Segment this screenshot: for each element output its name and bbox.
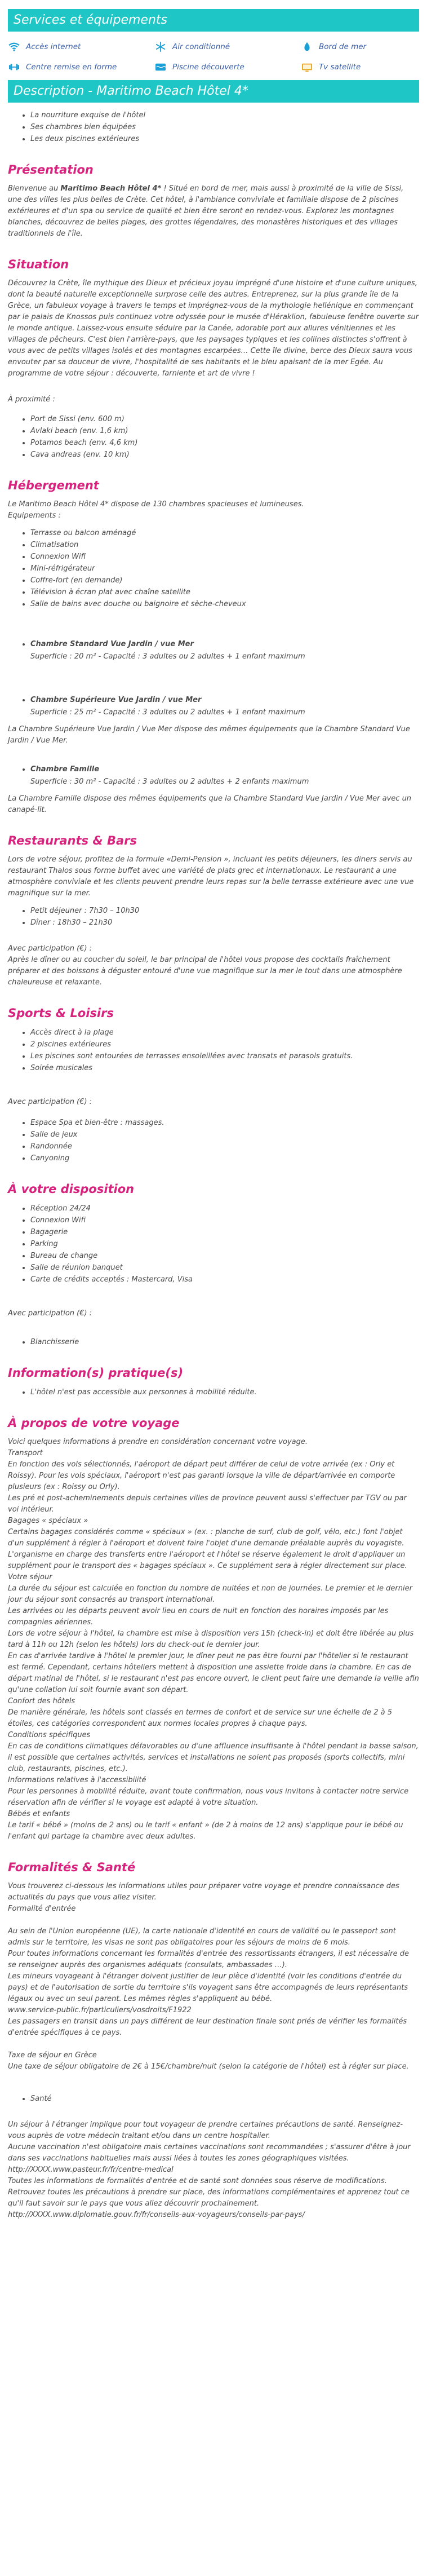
spacer [8,385,419,394]
spacer [8,1915,419,1926]
list-item: • Bureau de change [30,1250,419,1262]
list-item: • 2 piscines extérieures [30,1039,419,1050]
amenity-aircon [154,42,301,52]
situation-text: Découvrez la Crète, île mythique des Dieux et précieux joyau imprégné d'une histoire et d'une culture uniques, dont la beauté naturelle exceptionnelle surprose celle des autres. Entreprenez, sur la plus grande île de la Grèce, un fabuleux voyage à travers le temps et imprégnez-vous de la mythologie hellénique en commençant par le palais de Knossos puis continuez votre odyssée pour le musée d'Héraklion, fabuleuse fenêtre ouverte sur le monde antique. Laissez-vous ensuite séduire par la Canée, adorable port aux allures vénitiennes et les villages de pêcheurs. C'est bien l'arrière-pays, que les paysages typiques et les collines distinctes s'offrent à vous avec de petits villages isolés et des montagnes escarpées… Cette île divine, berce des Dieux saura vous envouter par sa douceur de vivre, l'hospitalité de ses habitants et le bleu apaisant de la mer Egée. Au programme de votre séjour : découverte, farniente et art de vivre ! [8,279,419,378]
description-highlights [8,109,419,145]
disposition-heading: À votre disposition [8,1182,135,1196]
voyage-heading: À propos de votre voyage [8,1416,180,1430]
spacer [8,2073,419,2089]
list-item: • Terrasse ou balcon aménagé [30,527,419,539]
list-item: • Connexion Wifi [30,1214,419,1226]
info-line: Lors de votre séjour à l'hôtel, la chambre est mise à disposition vers 15h (check-in) et doit être libérée au plus tard à 11h ou 12h (selon les hôtels) lors du check-out le dernier jour. [8,1629,414,1649]
water-drop-icon [301,42,313,52]
list-item: • Les deux piscines extérieures [30,133,419,145]
tv-icon [301,62,313,72]
pratiques-heading: Information(s) pratique(s) [8,1366,184,1380]
info-line: Toutes les informations de formalités d'entrée et de santé sont données sous réserve de modifications. [8,2177,387,2185]
proximity-label: À proximité : [8,395,55,404]
info-line: Certains bagages considérés comme « spéciaux » (ex. : planche de surf, club de golf, vélo, etc.) font l'objet d'un supplément à régler à l'aéroport et doivent faire l'objet d'une demande préalable auprès du voyagiste. L'organisme en charge des transferts entre l'aéroport et l'hôtel se réserve également le droit d'appliquer un supplément pour le transport des « bagages spéciaux ». Ce supplément sera à régler directement sur place. [8,1528,407,1570]
list-item: • Randonnée [30,1141,419,1152]
list-item: • Télévision à écran plat avec chaîne satellite [30,586,419,598]
list-item: • Port de Sissi (env. 600 m) [30,413,419,425]
list-item: • Salle de bains avec douche ou baignoire et sèche-cheveux [30,598,419,610]
restaurants-text: Lors de votre séjour, profitez de la formule «Demi-Pension », incluant les petits déjeuners, les diners servis au restaurant Thalos sous forme buffet avec une variété de plats grec et internationaux. Le restaurant a une atmosphère conviviale et les clients peuvent prendre leurs repas sur la belle terrasse extérieure avec une vue magnifique sur la mer. [8,855,414,898]
sports-paid-list [8,1117,419,1164]
bar-text: Après le dîner ou au coucher du soleil, le bar principal de l'hôtel vous propose des cocktails fraîchement préparer et des boissons à déguster entouré d'une vue magnifique sur la mer le tout dans une atmosphère chaleureuse et relaxante. [8,956,402,987]
participation-label: Avec participation (€) : [8,1309,92,1318]
text-fragment: Le Maritimo Beach Hôtel 4* dispose de 130 chambres spacieuses et lumineuses. [8,500,304,509]
list-item: • Carte de crédits acceptés : Mastercard, Visa [30,1274,419,1285]
presentation-text [8,183,419,240]
amenity-tv [301,62,419,72]
snowflake-icon [154,42,167,52]
info-line: Les mineurs voyageant à l'étranger doivent justifier de leur pièce d'identité (voir les conditions d'entrée du pays) et de l'autorisation de sortie du territoire s'ils voyagent sans être accompagnés de leurs représentants légaux ou avec un seul parent. Les mêmes règles s'appliquent au bébé. [8,1972,408,2003]
info-line: La durée du séjour est calculée en fonction du nombre de nuitées et non de journées. Le premier et le dernier jour du séjour sont consacrés au transport international. [8,1584,412,1604]
amenity-label: Centre remise en forme [26,63,117,72]
list-item: • Canyoning [30,1152,419,1164]
list-item: • La nourriture exquise de l'hôtel [30,109,419,121]
info-line: Le tarif « bébé » (moins de 2 ans) ou le tarif « enfant » (de 2 à moins de 12 ans) s'applique pour le bébé ou l'enfant qui partage la chambre avec deux adultes. [8,1821,403,1841]
amenity-seaside [301,42,419,52]
info-line: Une taxe de séjour obligatoire de 2€ à 15€/chambre/nuit (selon la catégorie de l'hôtel) est à régler sur place. [8,2062,409,2071]
pool-icon [154,62,167,72]
info-subheading: Taxe de séjour en Grèce [8,2051,97,2060]
info-link[interactable]: http://XXXX.www.diplomatie.gouv.fr/fr/conseils-aux-voyageurs/conseils-par-pays/ [8,2211,305,2219]
info-link[interactable]: www.service-public.fr/particuliers/vosdroits/F1922 [8,2006,192,2014]
info-line: Aucune vaccination n'est obligatoire mais certaines vaccinations sont recommandées ; s'assurer d'être à jour dans ses vaccinations habituelles mais aussi liées à toutes les zones géographiques visitées. [8,2143,411,2163]
spacer [8,934,419,943]
participation-label: Avec participation (€) : [8,944,92,953]
hebergement-intro [8,499,419,510]
list-item: • Ses chambres bien équipées [30,121,419,133]
room-superieure [8,694,419,746]
info-line: De manière générale, les hôtels sont classés en termes de confort et de service sur une échelle de 2 à 5 étoiles, ces catégories correspondent aux normes locales propres à chaque pays. [8,1708,392,1728]
info-link[interactable]: http://XXXX.www.pasteur.fr/fr/centre-medical [8,2166,174,2174]
equipment-label: Equipements : [8,511,61,520]
spacer [8,1291,419,1308]
info-line: En fonction des vols sélectionnés, l'aéroport de départ peut différer de celui de votre arrivée (ex : Orly et Roissy). Pour les vols spéciaux, l'aéroport n'est pas garanti lorsque la ville de départ/arrivée en comporte plusieurs (ex : Roissy ou Orly). [8,1460,395,1491]
list-item: • Santé [30,2093,419,2105]
info-line: Voici quelques informations à prendre en considération concernant votre voyage. [8,1438,308,1446]
info-line: En cas de conditions climatiques défavorables ou d'une affluence insuffisante à l'hôtel pendant la basse saison, il est possible que certaines activités, services et installations ne soient pas proposés (sports collectifs, mini club, restaurants, piscines, etc.). [8,1742,419,1773]
text-fragment: ! Situé en bord de mer, mais aussi à proximité de la ville de Sissi, une des villes les plus belles de Crète. Cet hôtel, à l'ambiance conviviale et familiale dispose de 2 piscines extérieures et d'un spa ou service de qualité et bien être seront en rendez-vous. Explorez les montagnes blanches, découvrez de belles plages, des grottes légendaires, des monastères historiques et des villages traditionnels de l'île. [8,184,404,238]
hotel-page [0,9,427,2232]
info-subheading: Bébés et enfants [8,1810,70,1818]
info-line: Les pré et post-acheminements depuis certaines villes de province peuvent aussi s'effectuer par TGV ou par voi intérieur. [8,1494,407,1514]
formalites-info [8,1881,419,2073]
room-details: Superficie : 30 m² - Capacité : 3 adultes ou 2 adultes + 2 enfants maximum [30,777,309,786]
info-line: Pour toutes informations concernant les formalités d'entrée des ressortissants étrangers, il est nécessaire de se renseigner auprès des organismes adéquats (consulats, ambassades …). [8,1950,410,1969]
list-item: • Dîner : 18h30 – 21h30 [30,917,419,929]
list-item: • Les piscines sont entourées de terrasses ensoleillées avec transats et parasols gratuits. [30,1050,419,1062]
info-line: Au sein de l'Union européenne (UE), la carte nationale d'identité en cours de validité ou le passeport sont admis sur le territoire, les visas ne sont pas obligatoires pour les séjours de moins de 6 mois. [8,1927,396,1947]
services-title-bar: Services et équipements [8,9,419,32]
info-subheading: Bagages « spéciaux » [8,1517,88,1525]
room-famille [8,763,419,816]
list-item: • Petit déjeuner : 7h30 – 10h30 [30,905,419,917]
description-title-bar: Description - Maritimo Beach Hôtel 4* [8,80,419,103]
room-standard [8,638,419,662]
list-item: • Blanchisserie [30,1336,419,1348]
formalites-heading: Formalités & Santé [8,1861,136,1874]
info-line: Vous trouverez ci-dessous les informations utiles pour préparer votre voyage et prendre connaissance des actualités du pays que vous allez visiter. [8,1882,399,1902]
wifi-icon [8,42,20,52]
dumbbell-icon [8,62,20,72]
restaurants-heading: Restaurants & Bars [8,834,137,847]
amenities-grid [8,42,419,72]
spacer [8,1080,419,1097]
room-details: Superficie : 20 m² - Capacité : 3 adultes ou 2 adultes + 1 enfant maximum [30,652,305,661]
equipment-list [8,527,419,610]
amenity-internet [8,42,154,52]
hotel-name: Maritimo Beach Hôtel 4* [60,184,162,193]
room-note: La Chambre Famille dispose des mêmes équipements que la Chambre Standard Vue Jardin / Vue Mer avec un canapé-lit. [8,794,412,814]
info-subheading: Votre séjour [8,1573,52,1581]
info-line: Retrouvez toutes les précautions à prendre sur place, des informations complémentaires et apprenez tout ce qu'il faut savoir sur le pays que vous allez découvrir prochainement. [8,2188,410,2208]
hebergement-heading: Hébergement [8,479,99,492]
list-item: • L'hôtel n'est pas accessible aux personnes à mobilité réduite. [30,1386,419,1398]
info-line: Un séjour à l'étranger implique pour tout voyageur de prendre certaines précautions de santé. Renseignez-vous auprès de votre médecin traitant et/ou dans un centre hospitalier. [8,2120,403,2140]
info-line: Les passagers en transit dans un pays différent de leur destination finale sont priés de vérifier les formalités d'entrée spécifiques à ce pays. [8,2017,407,2037]
info-line: Les arrivées ou les départs peuvent avoir lieu en cours de nuit en fonction des horaires imposés par les compagnies aériennes. [8,1607,389,1627]
voyage-info [8,1437,419,1842]
list-item: • Salle de réunion banquet [30,1262,419,1274]
room-name: • Chambre Famille [30,763,419,775]
sante-info [8,2119,419,2221]
info-subheading: Informations relatives à l'accessibilité [8,1776,146,1784]
info-subheading: Formalité d'entrée [8,1905,76,1913]
info-line: En cas d'arrivée tardive à l'hôtel le premier jour, le dîner peut ne pas être fourni par l'hôtelier si le restaurant est fermé. Cependant, certains hôteliers mettent à disposition une assiette froide dans la chambre. En cas de départ matinal de l'hôtel, si le restaurant n'est pas encore ouvert, le client peut faire une demande la veille afin qu'une collation lui soit fournie avant son départ. [8,1652,419,1694]
list-item: • Mini-réfrigérateur [30,563,419,575]
info-subheading: Confort des hôtels [8,1697,75,1705]
amenity-label: Bord de mer [319,42,367,51]
amenity-label: Accès internet [26,42,81,51]
spacer [8,2039,419,2050]
list-item: • Cava andreas (env. 10 km) [30,449,419,461]
pratiques-list [8,1386,419,1398]
participation-label: Avec participation (€) : [8,1098,92,1106]
amenity-label: Tv satellite [319,63,361,72]
room-note: La Chambre Supérieure Vue Jardin / Vue Mer dispose des mêmes équipements que la Chambre Standard Vue Jardin / Vue Mer. [8,725,410,745]
disposition-list [8,1203,419,1285]
list-item: • Soirée musicales [30,1062,419,1074]
spacer [8,2110,419,2119]
info-subheading: Conditions spécifiques [8,1731,91,1739]
proximity-list [8,413,419,461]
sante-list [8,2093,419,2105]
presentation-heading: Présentation [8,163,94,176]
list-item: • Accès direct à la plage [30,1027,419,1039]
list-item: • Espace Spa et bien-être : massages. [30,1117,419,1129]
list-item: • Climatisation [30,539,419,551]
amenity-fitness [8,62,154,72]
main-content [0,109,427,2221]
amenity-label: Piscine découverte [172,63,244,72]
list-item: • Avlaki beach (env. 1,6 km) [30,425,419,437]
room-name: • Chambre Supérieure Vue Jardin / vue Mer [30,694,419,706]
situation-heading: Situation [8,258,69,271]
info-line: Pour les personnes à mobilité réduite, avant toute confirmation, nous vous invitons à contacter notre service réservation afin de vérifier si le voyage est adapté à votre situation. [8,1787,409,1807]
amenity-pool [154,62,301,72]
info-subheading: Transport [8,1449,43,1457]
list-item: • Bagagerie [30,1226,419,1238]
list-item: • Parking [30,1238,419,1250]
room-details: Superficie : 25 m² - Capacité : 3 adultes ou 2 adultes + 1 enfant maximum [30,708,305,717]
hours-list [8,905,419,929]
sports-heading: Sports & Loisirs [8,1006,114,1020]
text-fragment: Bienvenue au [8,184,61,193]
list-item: • Connexion Wifi [30,551,419,563]
room-name: • Chambre Standard Vue Jardin / vue Mer [30,638,419,650]
list-item: • Potamos beach (env. 4,6 km) [30,437,419,449]
list-item: • Coffre-fort (en demande) [30,575,419,586]
list-item: • Salle de jeux [30,1129,419,1141]
disposition-paid-list [8,1336,419,1348]
sports-list [8,1027,419,1074]
list-item: • Réception 24/24 [30,1203,419,1214]
amenity-label: Air conditionné [172,42,230,51]
